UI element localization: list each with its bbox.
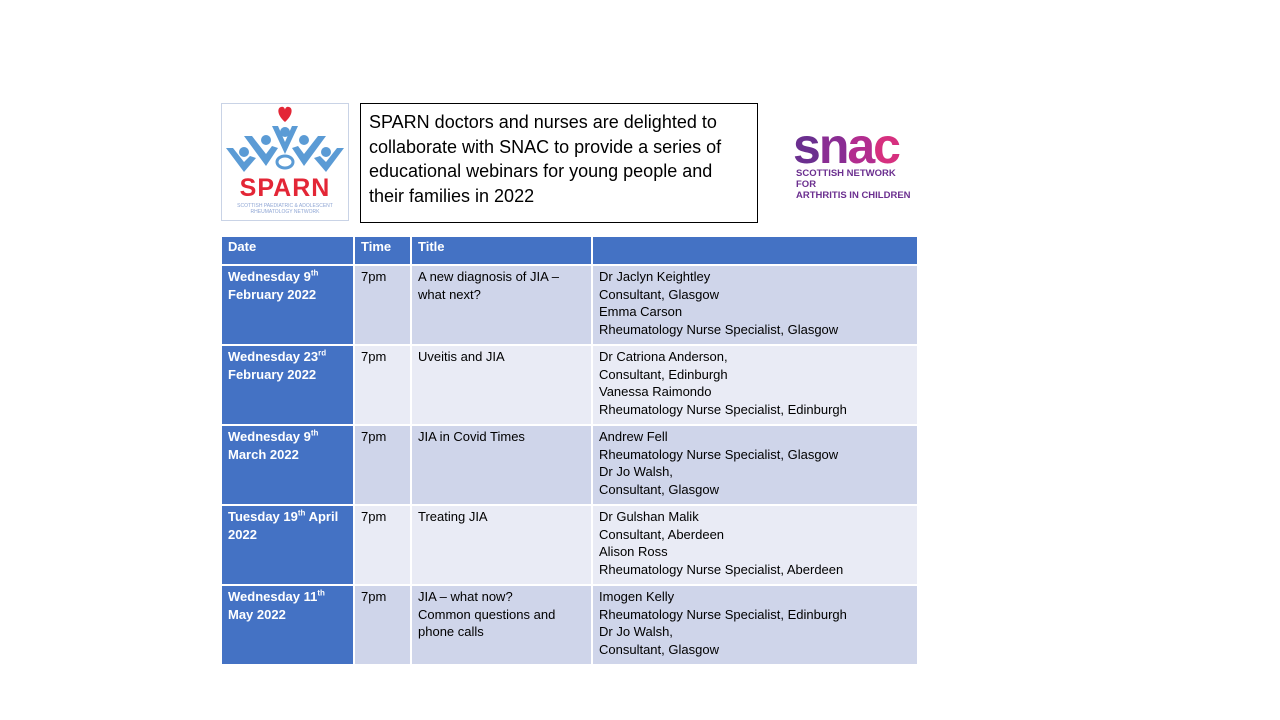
header-date: Date (221, 236, 354, 265)
time-cell: 7pm (354, 585, 411, 665)
table-row (221, 345, 918, 425)
table-row (221, 585, 918, 665)
speakers-cell: Imogen Kelly Rheumatology Nurse Specialist, Edinburgh Dr Jo Walsh, Consultant, Glasgow (592, 585, 918, 665)
sparn-subtitle: SCOTTISH PAEDIATRIC & ADOLESCENT RHEUMATOLOGY NETWORK (237, 203, 333, 215)
time-cell: 7pm (354, 505, 411, 585)
table-row (221, 265, 918, 345)
date-cell: Wednesday 23rd February 2022 (221, 345, 354, 425)
speakers-cell: Andrew Fell Rheumatology Nurse Specialist, Glasgow Dr Jo Walsh, Consultant, Glasgow (592, 425, 918, 505)
speakers-cell: Dr Jaclyn Keightley Consultant, Glasgow Emma Carson Rheumatology Nurse Specialist, Glasgow (592, 265, 918, 345)
table-header-row (221, 236, 918, 265)
intro-text: SPARN doctors and nurses are delighted to collaborate with SNAC to provide a series of educational webinars for young people and their families in 2022 (369, 112, 722, 206)
sparn-wordmark: SPARN (239, 174, 331, 202)
date-cell: Wednesday 11th May 2022 (221, 585, 354, 665)
title-cell: JIA in Covid Times (411, 425, 592, 505)
snac-tagline-1: SCOTTISH NETWORK FOR (796, 168, 896, 190)
time-cell: 7pm (354, 425, 411, 505)
snac-tagline-2: ARTHRITIS IN CHILDREN (796, 190, 911, 201)
time-cell: 7pm (354, 345, 411, 425)
webinar-schedule-table (220, 235, 919, 666)
title-cell: Uveitis and JIA (411, 345, 592, 425)
date-cell: Tuesday 19th April 2022 (221, 505, 354, 585)
date-cell: Wednesday 9th February 2022 (221, 265, 354, 345)
header-speakers (592, 236, 918, 265)
time-cell: 7pm (354, 265, 411, 345)
title-cell: JIA – what now? Common questions and phone calls (411, 585, 592, 665)
intro-text-box (360, 103, 758, 223)
date-cell: Wednesday 9th March 2022 (221, 425, 354, 505)
header-title: Title (411, 236, 592, 265)
sparn-logo (221, 103, 349, 221)
snac-wordmark (793, 118, 917, 174)
snac-letter: n (818, 118, 848, 174)
snac-letter: a (847, 118, 874, 174)
header-time: Time (354, 236, 411, 265)
table-row (221, 425, 918, 505)
table-row (221, 505, 918, 585)
snac-letter: c (873, 118, 899, 174)
speakers-cell: Dr Gulshan Malik Consultant, Aberdeen Alison Ross Rheumatology Nurse Specialist, Aberdeen (592, 505, 918, 585)
title-cell: A new diagnosis of JIA – what next? (411, 265, 592, 345)
title-cell: Treating JIA (411, 505, 592, 585)
speakers-cell: Dr Catriona Anderson, Consultant, Edinburgh Vanessa Raimondo Rheumatology Nurse Specialist, Edinburgh (592, 345, 918, 425)
snac-letter: s (793, 118, 819, 174)
snac-logo (793, 118, 917, 201)
